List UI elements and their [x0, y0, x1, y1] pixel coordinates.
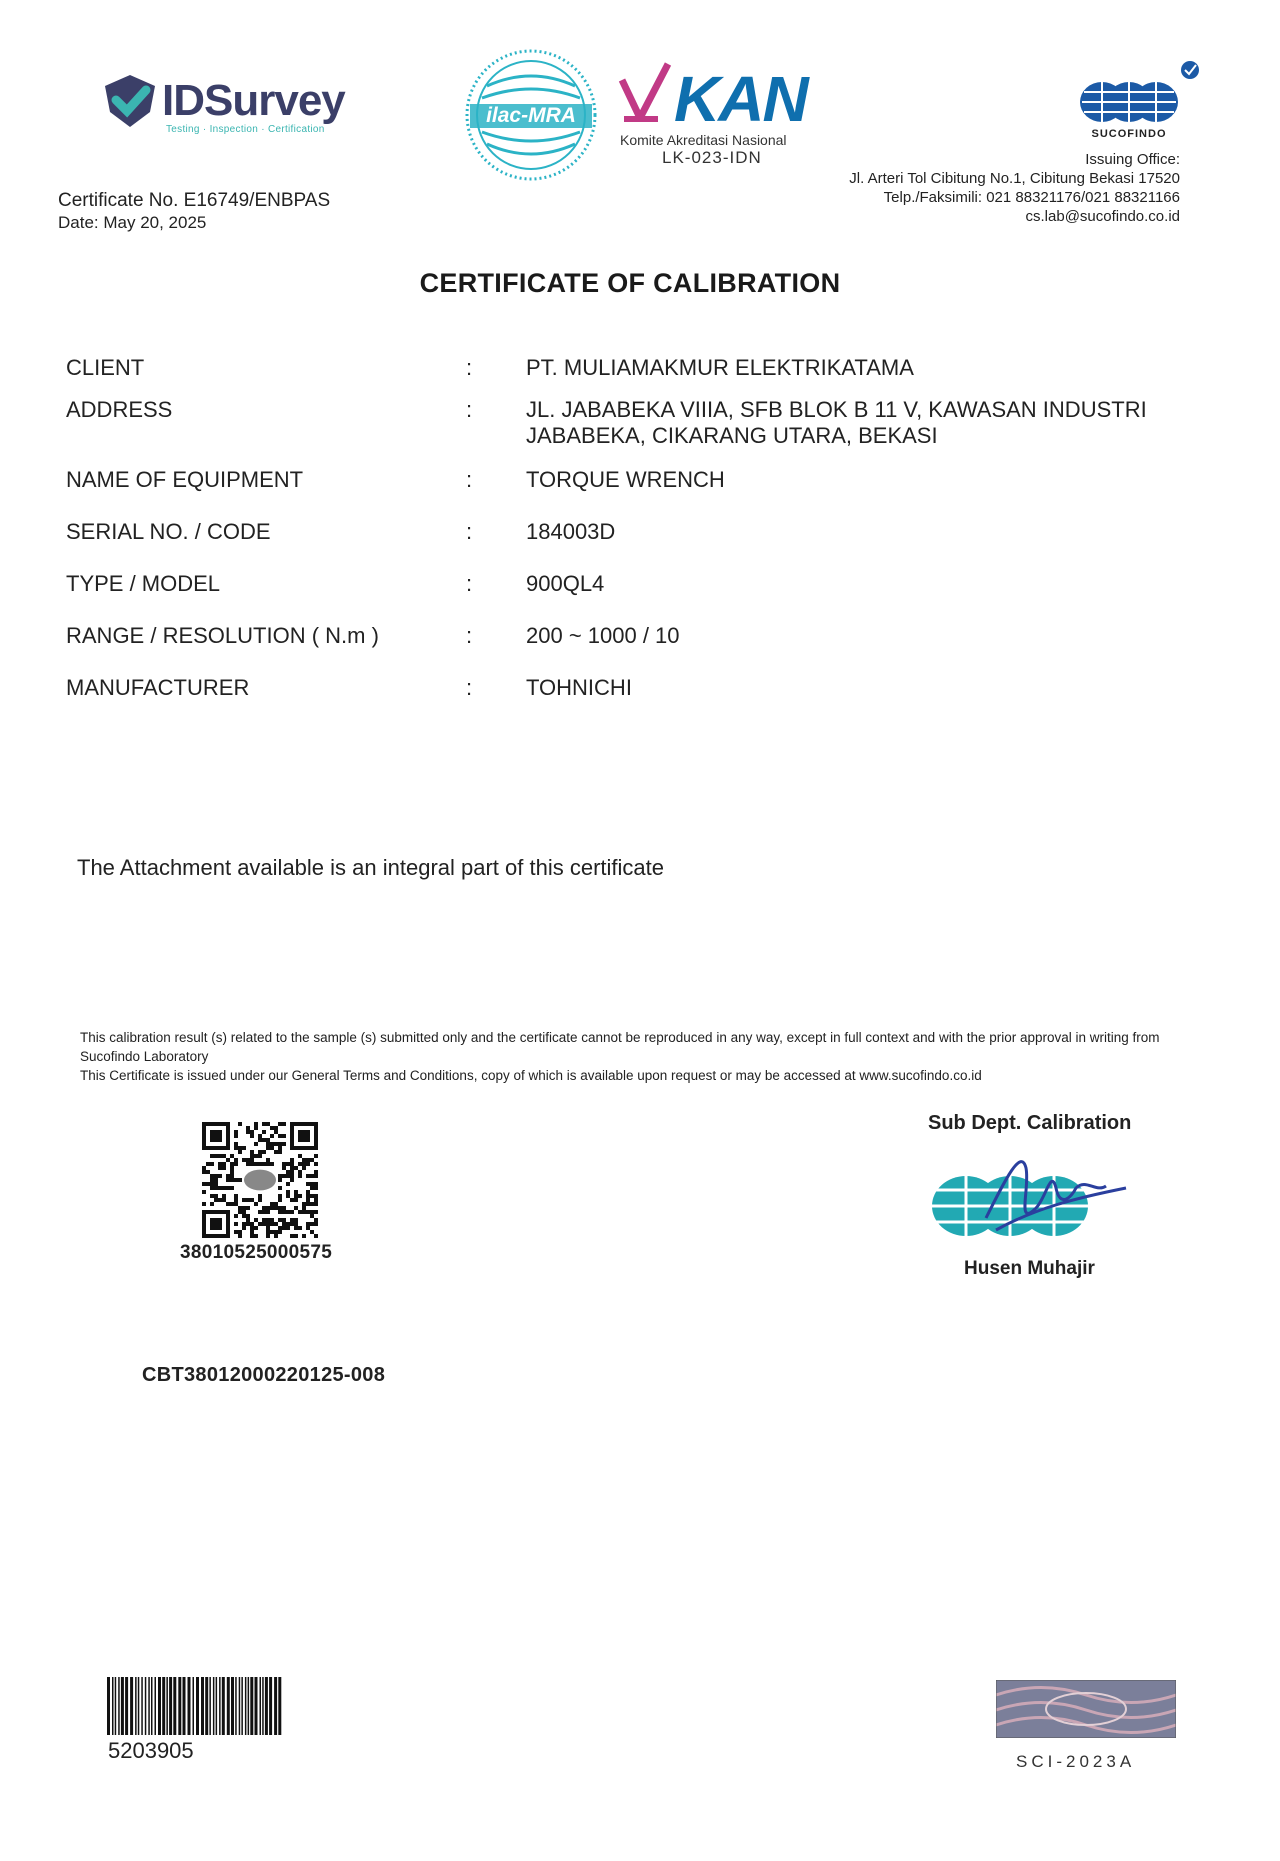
fine-print-line1: This calibration result (s) related to the sample (s) submitted only and the certificate cannot be reproduced in any way, except in full context and with the prior approval in writing from Sucofindo Laboratory [80, 1030, 1160, 1064]
field-row-type [66, 571, 1216, 623]
kan-check-icon [618, 62, 674, 128]
signature-department: Sub Dept. Calibration [928, 1112, 1132, 1134]
field-row-manufacturer [66, 675, 1216, 727]
idsurvey-name: IDSurvey [162, 76, 345, 125]
sucofindo-stamp-icon [926, 1138, 1136, 1258]
field-value: 184003D [526, 519, 616, 544]
sucofindo-globe-icon [1074, 58, 1204, 128]
qr-code [202, 1122, 318, 1238]
field-label: SERIAL NO. / CODE [66, 519, 271, 544]
fine-print-line2: This Certificate is issued under our General Terms and Conditions, copy of which is available upon request or may be accessed at www.sucofindo.co.id [80, 1068, 982, 1083]
signer-name: Husen Muhajir [964, 1258, 1095, 1279]
kan-subtitle: Komite Akreditasi Nasional [620, 132, 787, 148]
sucofindo-logo [1074, 58, 1204, 142]
field-row-address [66, 397, 1216, 467]
field-row-serial [66, 519, 1216, 571]
issuing-heading: Issuing Office: [1085, 151, 1180, 168]
field-label: RANGE / RESOLUTION ( N.m ) [66, 623, 379, 648]
issuing-email: cs.lab@sucofindo.co.id [1025, 208, 1180, 225]
field-value: 900QL4 [526, 571, 605, 596]
field-value: TORQUE WRENCH [526, 467, 725, 492]
page-title: CERTIFICATE OF CALIBRATION [419, 268, 841, 298]
attachment-note: The Attachment available is an integral part of this certificate [77, 855, 664, 880]
barcode-number: 5203905 [108, 1738, 194, 1763]
field-label: ADDRESS [66, 397, 173, 422]
certificate-header [58, 190, 330, 234]
field-colon: : [466, 675, 473, 700]
qr-code-icon [202, 1122, 318, 1238]
certificate-number: Certificate No. E16749/ENBPAS [58, 190, 331, 211]
idsurvey-tagline: Testing · Inspection · Certification [166, 124, 325, 135]
field-label: NAME OF EQUIPMENT [66, 467, 304, 492]
field-colon: : [466, 355, 473, 380]
barcode [107, 1677, 285, 1735]
reference-code: CBT38012000220125-008 [142, 1364, 386, 1386]
field-colon: : [466, 623, 473, 648]
sucofindo-name: SUCOFINDO [1091, 128, 1167, 140]
field-row-equipment [66, 467, 1216, 519]
kan-logo [618, 62, 818, 172]
certificate-date: Date: May 20, 2025 [58, 213, 207, 232]
field-value: JL. JABABEKA VIIIA, SFB BLOK B 11 V, KAWASAN INDUSTRI JABABEKA, CIKARANG UTARA, BEKASI [526, 397, 1147, 448]
qr-number: 38010525000575 [180, 1242, 333, 1263]
hologram-code: SCI-2023A [1016, 1752, 1136, 1771]
kan-word: KAN [674, 63, 807, 135]
idsurvey-shield-icon [100, 72, 160, 130]
issuing-phone: Telp./Faksimili: 021 88321176/021 88321166 [883, 189, 1180, 206]
field-colon: : [466, 397, 473, 422]
field-colon: : [466, 467, 473, 492]
ilac-text: ilac-MRA [486, 104, 576, 127]
field-value: 200 ~ 1000 / 10 [526, 623, 680, 648]
hologram-seal [996, 1680, 1176, 1738]
field-value: PT. MULIAMAKMUR ELEKTRIKATAMA [526, 355, 914, 380]
field-colon: : [466, 519, 473, 544]
ilac-mra-stamp [462, 46, 600, 184]
field-value: TOHNICHI [526, 675, 632, 700]
field-label: CLIENT [66, 355, 145, 380]
field-row-client [66, 355, 1216, 397]
issuing-address: Jl. Arteri Tol Cibitung No.1, Cibitung Bekasi 17520 [849, 170, 1180, 187]
field-label: MANUFACTURER [66, 675, 250, 700]
certificate-fields [66, 355, 1216, 727]
field-colon: : [466, 571, 473, 596]
field-label: TYPE / MODEL [66, 571, 221, 596]
barcode-icon [107, 1677, 285, 1735]
issuing-office [849, 150, 1180, 226]
idsurvey-logo [100, 72, 360, 142]
hologram-icon [996, 1680, 1176, 1738]
signature-stamp [926, 1138, 1136, 1258]
kan-code: LK-023-IDN [662, 148, 762, 167]
fine-print [80, 1028, 1220, 1085]
field-row-range [66, 623, 1216, 675]
